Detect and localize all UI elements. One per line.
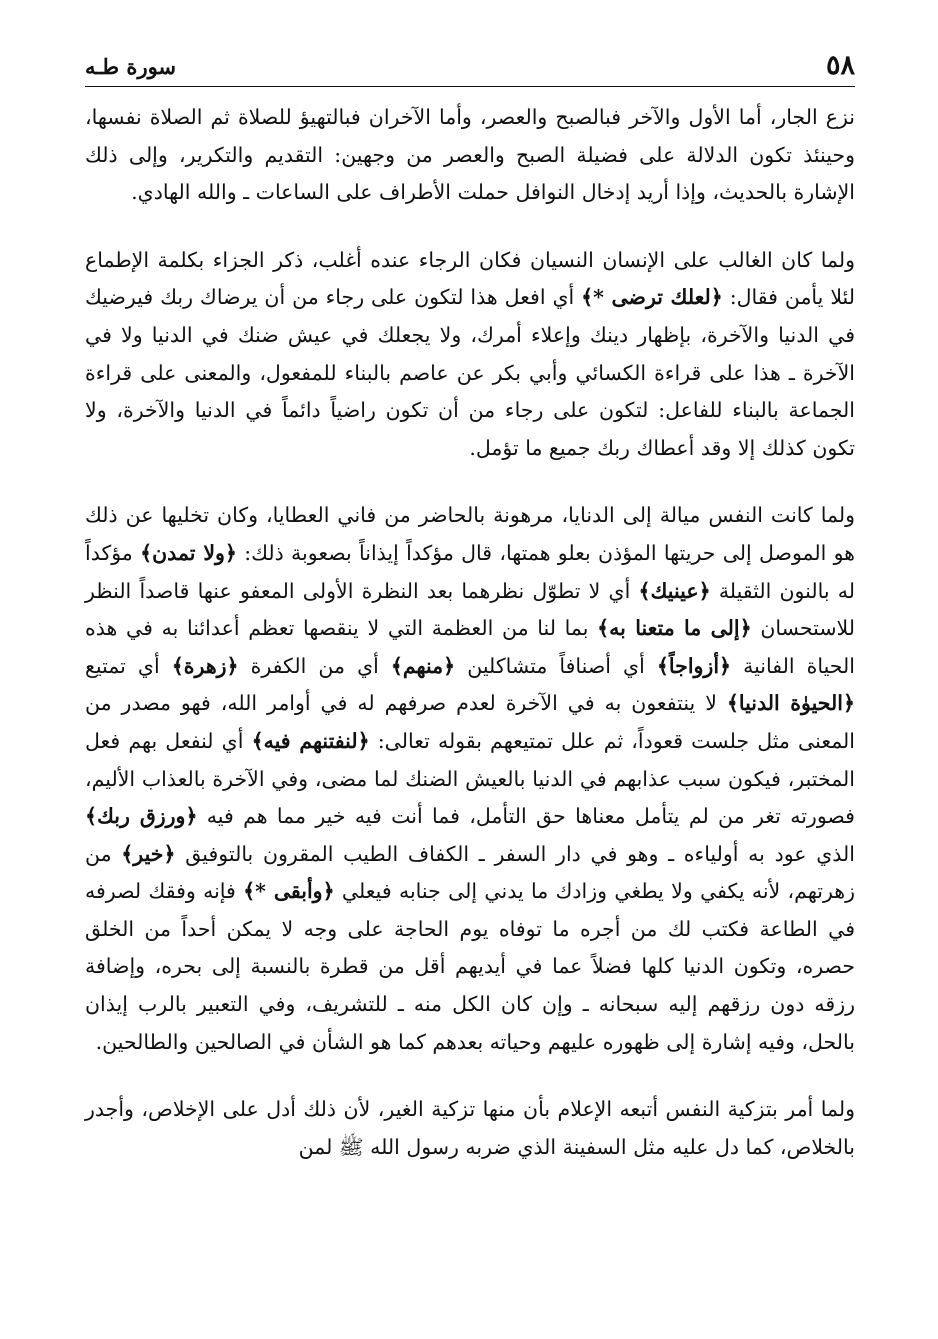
paragraph xyxy=(85,497,855,1061)
text-segment: فإنه وفقك لصرفه في الطاعة فكتب لك من أجره ما توفاه يوم الحاجة على وجه لا يمكن أحداً من الخلق حصره، وتكون الدنيا كلها فضلاً عما في أيديهم أقل من قطرة بالنسبة إلى بحره، وإضافة رزقه دون رزقهم إليه سبحانه ـ وإن كان الكل منه ـ للتشريف، وفي التعبير بالرب إيذان بالحل، وفيه إشارة إلى ظهوره عليهم وحياته بعدهم كما هو الشأن في الصالحين والطالحين. xyxy=(85,879,855,1054)
text-segment: من زهرتهم، لأنه يكفي ولا يطغي وزادك ما يدني إلى جنابه فيعلي xyxy=(85,841,855,904)
page-header xyxy=(85,48,855,88)
running-title: سورة طـه xyxy=(85,54,177,79)
text-segment: لا ينتفعون به في الآخرة لعدم صرفهم له في أوامر الله، فهو مصدر من المعنى مثل جلست قعوداً، ثم علل تمتيعهم بقوله تعالى: xyxy=(85,691,855,753)
text-segment: أي أصنافاً متشاكلين xyxy=(455,653,657,678)
quran-quote: ﴿أزواجاً﴾ xyxy=(656,653,732,678)
quran-quote: ﴿الحيوٰة الدنيا﴾ xyxy=(726,691,855,716)
text-segment: أي افعل هذا لتكون على رجاء من أن يرضاك ربك فيرضيك في الدنيا والآخرة، بإظهار دينك وإعلاء أمرك، ولا يجعلك في عيش ضنك في الدنيا ولا في الآخرة ـ هذا على قراءة الكسائي وأبي بكر عن عاصم بالبناء للمفعول، والمعنى على قراءة الجماعة بالبناء للفاعل: لتكون على رجاء من أن تكون راضياً دائماً في الدنيا والآخرة، ولا تكون كذلك إلا وقد أعطاك ربك جميع ما تؤمل. xyxy=(85,285,855,460)
text-segment: ولما كان الغالب على الإنسان النسيان فكان الرجاء عنده أغلب، ذكر الجزاء بكلمة الإطماع لئلا يأمن فقال: xyxy=(85,247,855,310)
quran-quote: ﴿زهرة﴾ xyxy=(171,653,239,678)
text-segment: ولما أمر بتزكية النفس أتبعه الإعلام بأن منها تزكية الغير، لأن ذلك أدل على الإخلاص، وأجدر بالخلاص، كما دل عليه مثل السفينة الذي ضربه رسول الله ﷺ لمن xyxy=(85,1097,855,1159)
text-segment: الذي عود به أولياءه ـ وهو في دار السفر ـ الكفاف الطيب المقرون بالتوفيق xyxy=(175,841,855,866)
paragraph-gap xyxy=(85,1061,855,1091)
text-segment: ولما كانت النفس ميالة إلى الدنايا، مرهونة بالحاضر من فاني العطايا، وكان تخليها عن ذلك هو الموصل إلى حريتها المؤذن بعلو همتها، قال مؤكداً إيذاناً بصعوبة ذلك: xyxy=(85,503,855,565)
header-rule xyxy=(85,86,855,87)
quran-quote: ﴿إلى ما متعنا به﴾ xyxy=(597,616,752,641)
quran-quote: ﴿ولا تمدن﴾ xyxy=(140,540,237,565)
text-segment: أي من الكفرة xyxy=(238,653,391,678)
text-segment: بما لنا من العظمة التي لا ينقصها تعظم أعدائنا به في هذه الحياة الفانية xyxy=(85,616,855,678)
quran-quote: ﴿خير﴾ xyxy=(121,841,176,866)
text-segment: أي تمتيع xyxy=(85,653,172,678)
quran-quote: ﴿لعلك ترضى *﴾ xyxy=(581,285,723,310)
paragraph xyxy=(85,242,855,468)
quran-quote: ﴿عينيك﴾ xyxy=(638,578,711,603)
paragraph xyxy=(85,1091,855,1166)
quran-quote: ﴿لنفتنهم فيه﴾ xyxy=(251,728,370,753)
quran-quote: ﴿وأبقى *﴾ xyxy=(243,879,335,904)
text-segment: مؤكداً له بالنون الثقيلة xyxy=(85,540,855,603)
page-body xyxy=(85,99,855,1166)
paragraph xyxy=(85,99,855,212)
paragraph-gap xyxy=(85,467,855,497)
page-number: ٥٨ xyxy=(825,50,855,81)
quran-quote: ﴿ورزق ربك﴾ xyxy=(85,804,198,829)
text-segment: نزع الجار، أما الأول والآخر فبالصبح والعصر، وأما الآخران فبالتهيؤ للصلاة ثم الصلاة نفسها، وحينئذ تكون الدلالة على فضيلة الصبح والعصر من وجهين: التقديم والتكرير، وإلى ذلك الإشارة بالحديث، وإذا أريد إدخال النوافل حملت الأطراف على الساعات ـ والله الهادي. xyxy=(85,105,855,205)
text-segment: أي لا تطوّل نظرهما بعد النظرة الأولى المعفو عنها قاصداً النظر للاستحسان xyxy=(85,578,855,641)
text-segment: أي لنفعل بهم فعل المختبر، فيكون سبب عذابهم في الدنيا بالعيش الضنك لما مضى، وفي الآخرة بالعذاب الأليم، فصورته تغر من لم يتأمل معناها حق التأمل، فما أنت فيه خير مما هم فيه xyxy=(85,728,855,829)
paragraph-gap xyxy=(85,212,855,242)
quran-quote: ﴿منهم﴾ xyxy=(390,653,456,678)
